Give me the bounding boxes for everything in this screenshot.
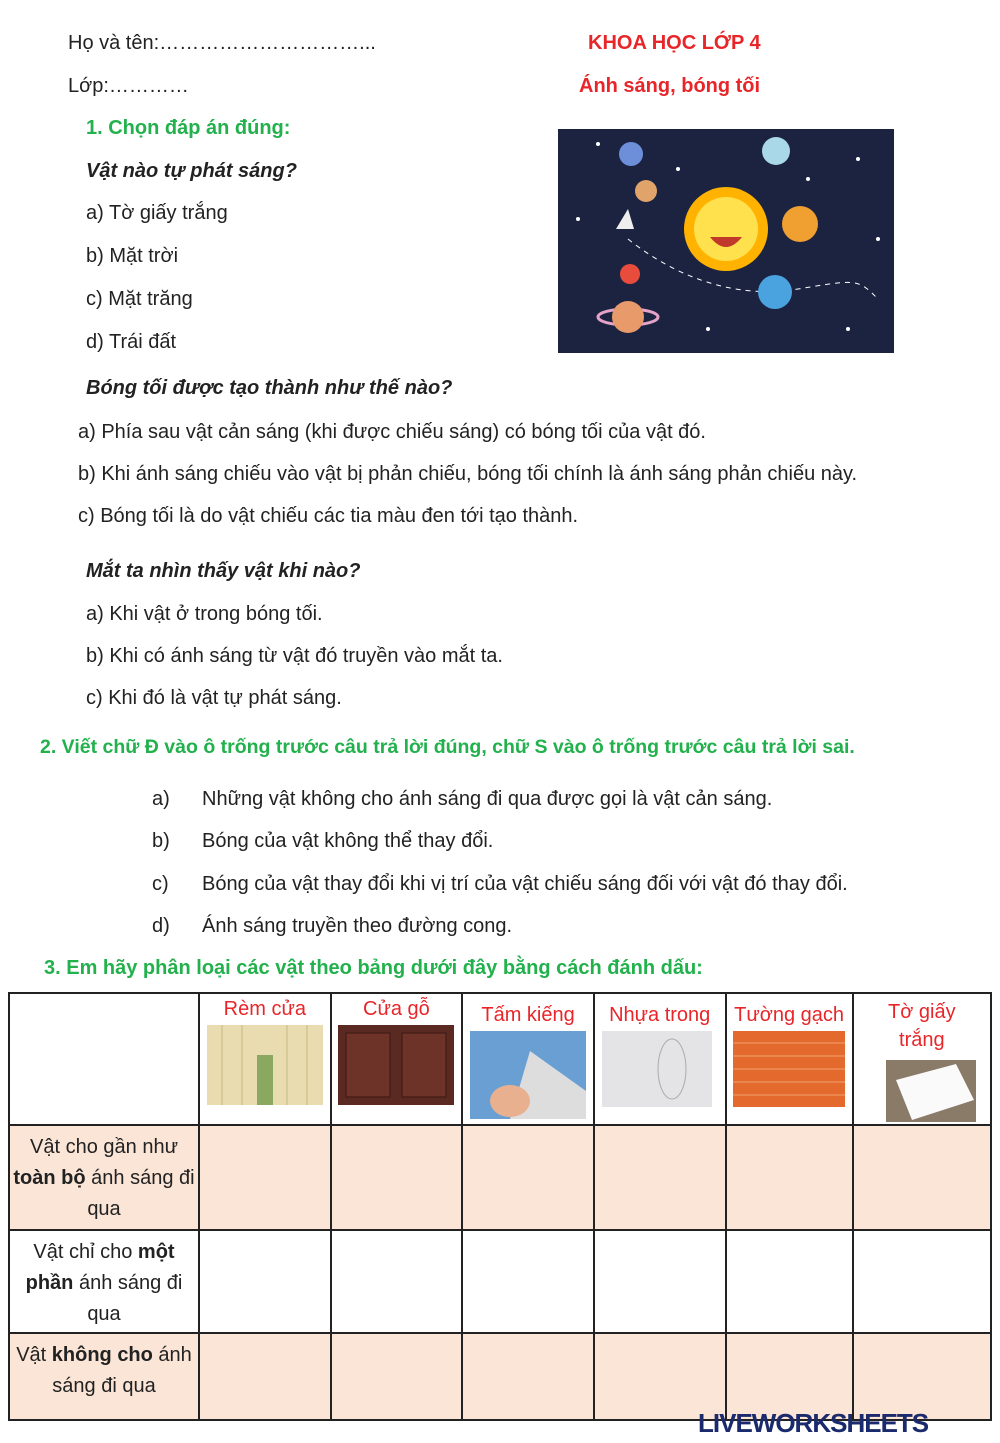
row-text: ánh sáng đi qua [73,1272,183,1325]
name-label: Họ và tên:…………………………... [68,32,376,54]
wooden-door-image [338,1025,454,1105]
answer-cell[interactable] [726,1230,853,1333]
section2-title: 2. Viết chữ Đ vào ô trống trước câu trả lời đúng, chữ S vào ô trống trước câu trả lời sai. [40,736,855,758]
row-bold: toàn bộ [13,1167,86,1189]
solar-system-illustration [558,129,894,353]
q2-option-a[interactable]: a) Phía sau vật cản sáng (khi được chiếu sáng) có bóng tối của vật đó. [78,421,706,443]
answer-cell[interactable] [462,1125,594,1230]
classification-table [8,992,992,1421]
white-paper-image [886,1060,976,1122]
col-label: Cửa gỗ [363,998,430,1020]
q1-question: Vật nào tự phát sáng? [86,160,297,182]
q1-option-a[interactable]: a) Tờ giấy trắng [86,202,228,224]
answer-cell[interactable] [331,1125,463,1230]
col-nhua-trong [594,993,726,1125]
s2-letter-a: a) [152,788,170,810]
s2-letter-b: b) [152,830,170,852]
q3-option-b[interactable]: b) Khi có ánh sáng từ vật đó truyền vào mắt ta. [86,645,503,667]
row-bold: không cho [51,1344,153,1366]
q2-question: Bóng tối được tạo thành như thế nào? [86,377,453,399]
q3-option-a[interactable]: a) Khi vật ở trong bóng tối. [86,603,323,625]
brick-wall-image [733,1031,845,1107]
row-label-translucent [9,1230,199,1333]
answer-cell[interactable] [726,1333,853,1420]
col-label: Tường gạch [734,1004,845,1026]
q1-option-b[interactable]: b) Mặt trời [86,245,179,267]
row-text: ánh sáng đi qua [52,1344,192,1397]
answer-cell[interactable] [853,1125,991,1230]
row-text: Vật chỉ cho [33,1241,138,1263]
q3-option-c[interactable]: c) Khi đó là vật tự phát sáng. [86,687,342,709]
s2-statement-a: Những vật không cho ánh sáng đi qua được gọi là vật cản sáng. [202,788,773,810]
row-text: Vật cho gần như [30,1136,178,1158]
q1-option-c[interactable]: c) Mặt trăng [86,288,193,310]
q2-option-c[interactable]: c) Bóng tối là do vật chiếu các tia màu đen tới tạo thành. [78,505,579,527]
topic-title: Ánh sáng, bóng tối [579,75,761,97]
answer-cell[interactable] [199,1125,331,1230]
clear-plastic-image [602,1031,718,1107]
row-label-transparent [9,1125,199,1230]
col-label: Tấm kiếng [481,1004,575,1026]
answer-cell[interactable] [726,1125,853,1230]
answer-cell[interactable] [853,1230,991,1333]
col-label: Rèm cửa [223,998,306,1020]
q1-option-d[interactable]: d) Trái đất [86,331,177,353]
q3-question: Mắt ta nhìn thấy vật khi nào? [86,560,361,582]
answer-cell[interactable] [199,1230,331,1333]
row-text: ánh sáng đi qua [85,1167,195,1220]
col-to-giay-trang [853,993,991,1125]
s2-statement-d: Ánh sáng truyền theo đường cong. [202,915,513,937]
answer-cell[interactable] [462,1230,594,1333]
col-cua-go [331,993,463,1125]
answer-cell[interactable] [594,1125,726,1230]
col-label: Nhựa trong [609,1004,711,1026]
col-label: Tờ giấy trắng [888,1001,956,1051]
section3-title: 3. Em hãy phân loại các vật theo bảng dưới đây bằng cách đánh dấu: [44,957,703,979]
curtain-image [207,1025,323,1105]
answer-cell[interactable] [594,1230,726,1333]
col-tam-kieng [462,993,594,1125]
s2-statement-c: Bóng của vật thay đổi khi vị trí của vật chiếu sáng đối với vật đó thay đổi. [202,873,848,895]
answer-cell[interactable] [331,1333,463,1420]
answer-cell[interactable] [199,1333,331,1420]
subject-title: KHOA HỌC LỚP 4 [588,32,761,54]
answer-cell[interactable] [462,1333,594,1420]
answer-cell[interactable] [594,1333,726,1420]
s2-letter-c: c) [152,873,169,895]
answer-cell[interactable] [853,1333,991,1420]
row-label-opaque [9,1333,199,1420]
s2-letter-d: d) [152,915,170,937]
row-bold: một phần [25,1241,175,1294]
solar-system-image [558,129,894,353]
class-label: Lớp:………… [68,75,189,97]
row-text: Vật [16,1344,52,1366]
answer-cell[interactable] [331,1230,463,1333]
col-rem-cua [199,993,331,1125]
q2-option-b[interactable]: b) Khi ánh sáng chiếu vào vật bị phản chiếu, bóng tối chính là ánh sáng phản chiếu này. [78,463,858,485]
liveworksheets-watermark: LIVEWORKSHEETS [698,1408,929,1438]
corner-cell [9,993,199,1125]
section1-title: 1. Chọn đáp án đúng: [86,117,291,139]
s2-statement-b: Bóng của vật không thể thay đổi. [202,830,494,852]
col-tuong-gach [726,993,853,1125]
glass-image [470,1031,586,1119]
